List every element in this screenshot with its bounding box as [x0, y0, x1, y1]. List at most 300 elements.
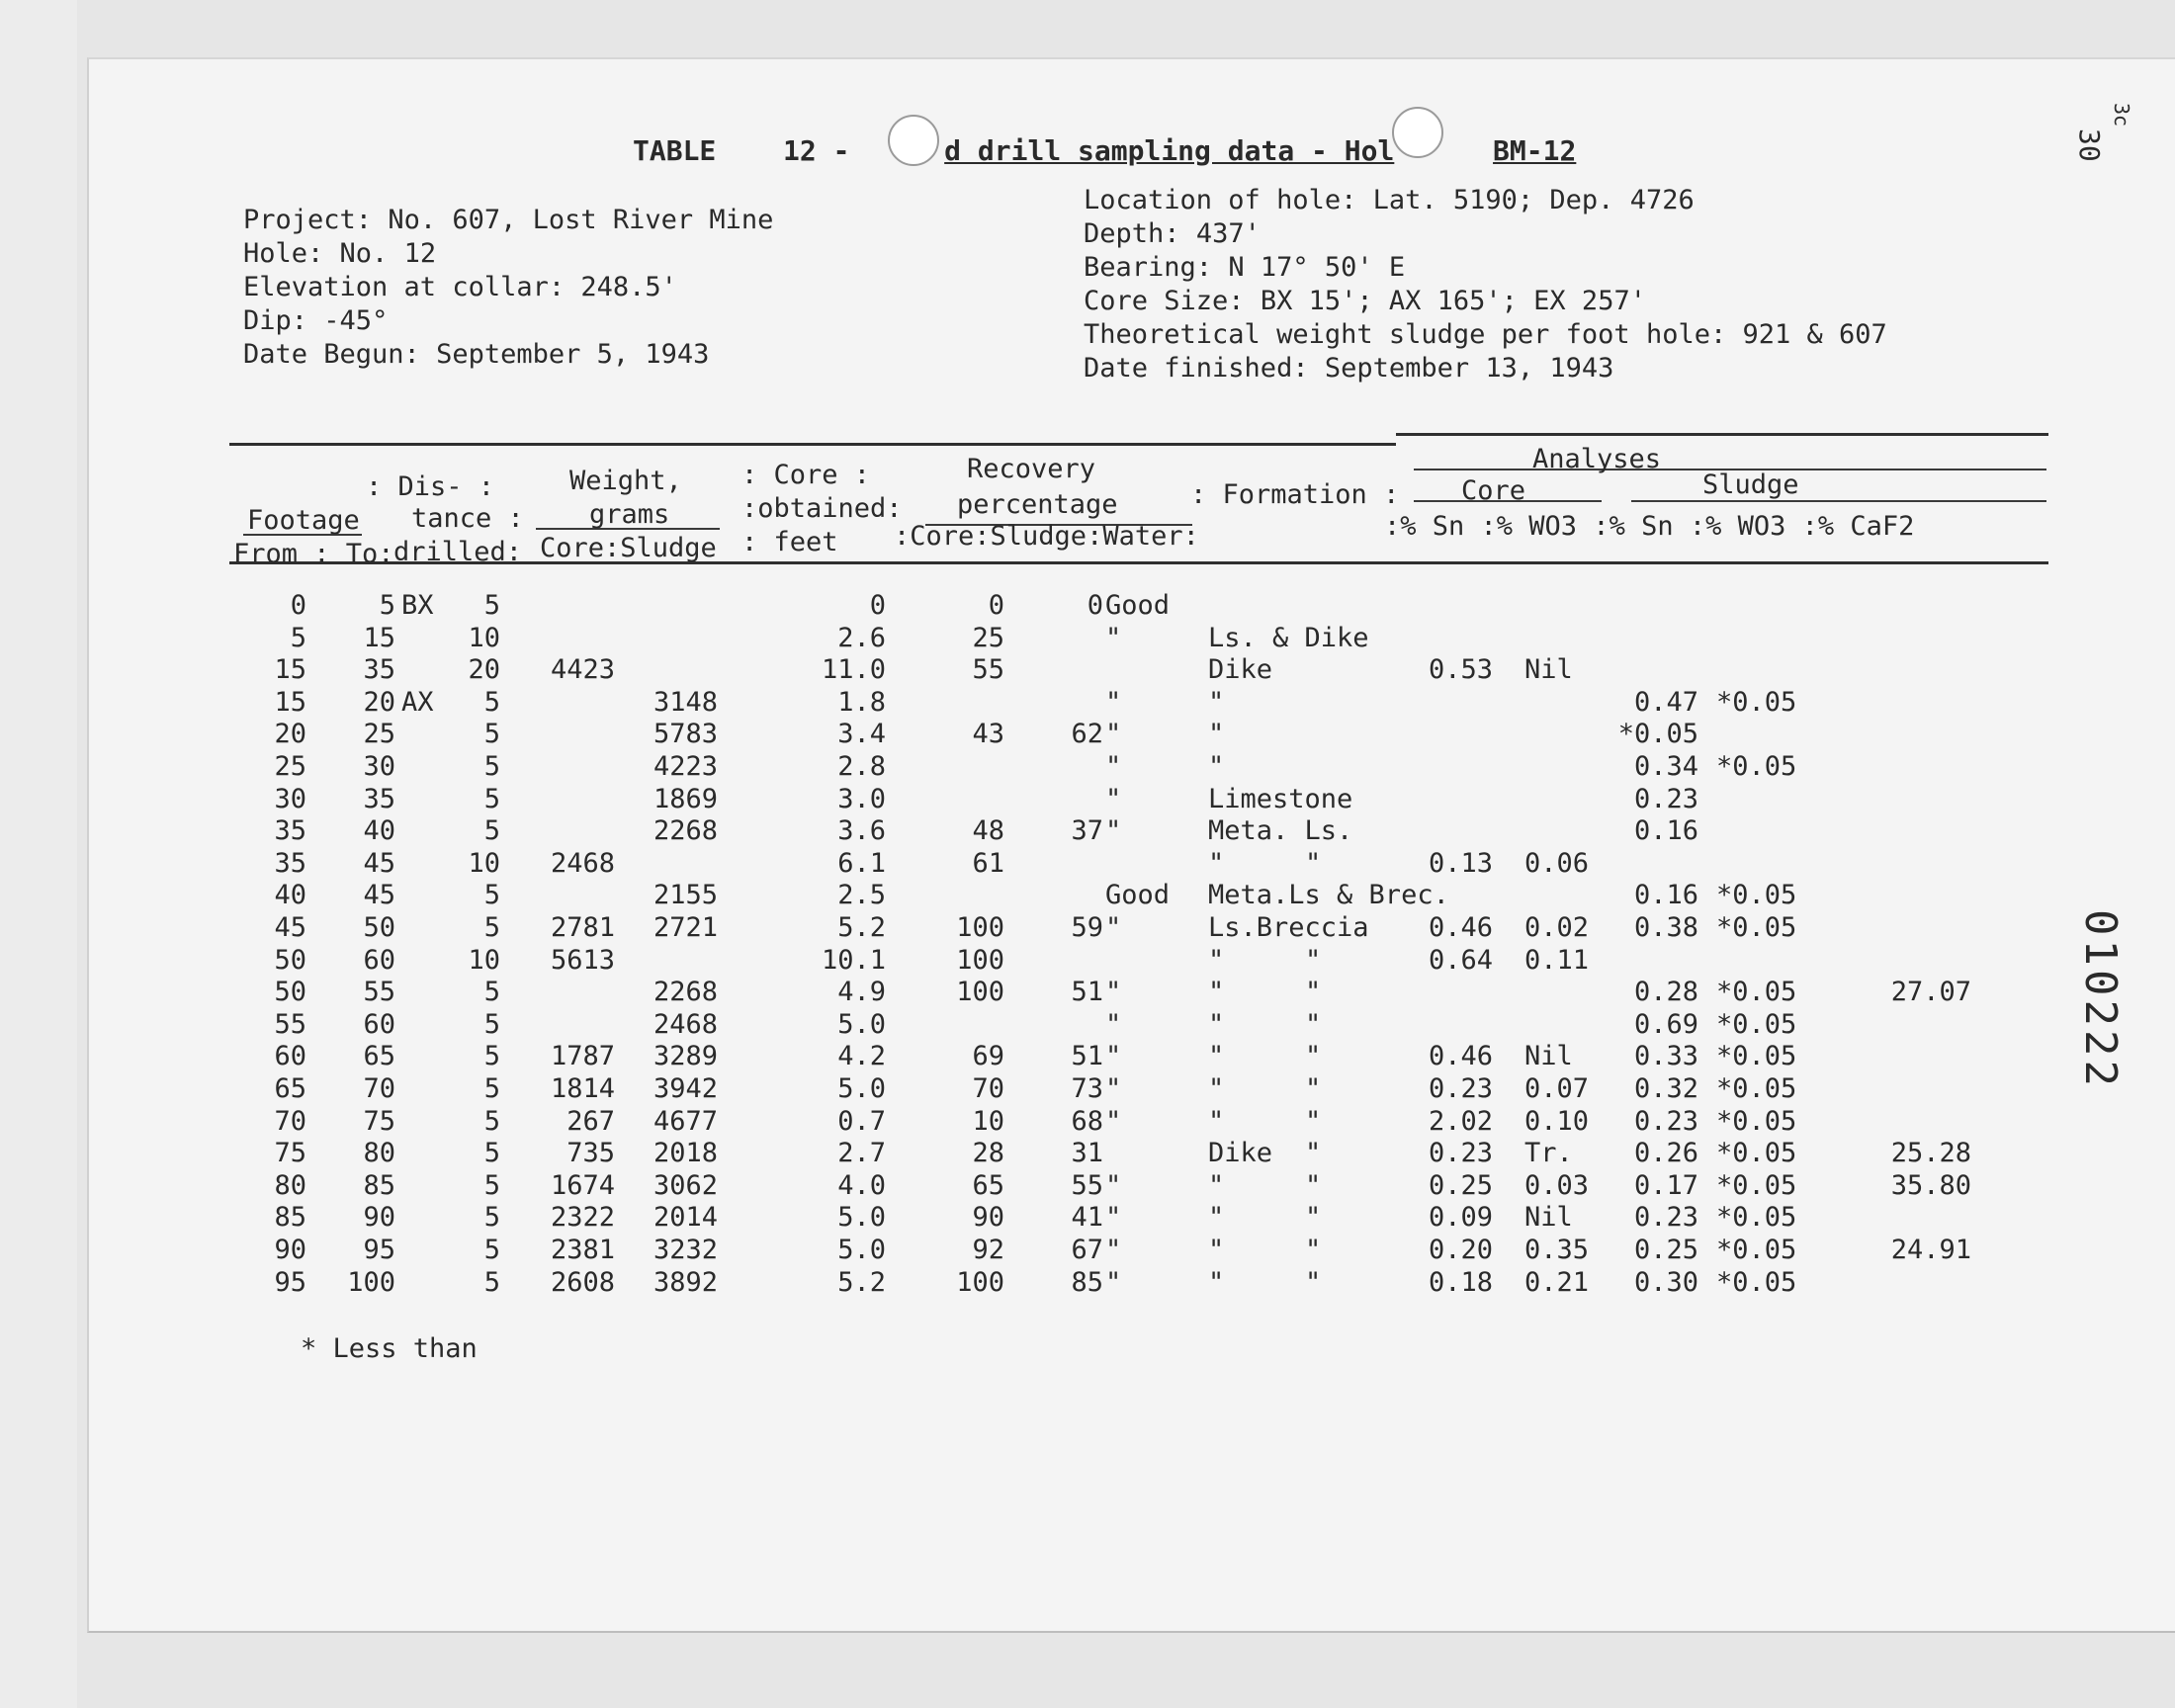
cell-rs: 85 [1071, 1266, 1103, 1298]
cell-core-ft: 2.8 [837, 751, 886, 782]
cell-rs: 51 [1071, 1041, 1103, 1072]
cell-core-ft: 5.0 [837, 1202, 886, 1234]
cell-from: 20 [274, 719, 306, 750]
hdr-feet: : feet [741, 527, 838, 557]
cell-rc: 100 [956, 1266, 1004, 1298]
cell-f1: " [1208, 1008, 1225, 1040]
cell-rw: " [1105, 1105, 1122, 1137]
cell-rc: 10 [972, 1105, 1004, 1137]
cell-f2: " [1305, 1169, 1322, 1201]
cell-core-ft: 4.2 [837, 1041, 886, 1072]
cell-core-ft: 4.0 [837, 1169, 886, 1201]
cell-from: 70 [274, 1105, 306, 1137]
cell-wcore: 1787 [550, 1041, 615, 1072]
cell-dist: 5 [483, 912, 500, 943]
page-mark: 3c [2110, 103, 2133, 128]
cell-core-ft: 3.6 [837, 815, 886, 847]
cell-rw: " [1105, 1169, 1122, 1201]
info-bearing: Bearing: N 17° 50' E [1084, 252, 1406, 283]
cell-from: 30 [274, 783, 306, 814]
cell-f2: " [1305, 1008, 1322, 1040]
cell-swo: *0.05 [1716, 1105, 1797, 1137]
cell-rw: " [1105, 686, 1122, 718]
hdr-from-to: From : To: [233, 539, 394, 569]
cell-rw: " [1105, 815, 1122, 847]
title-table-number: 12 - [783, 134, 850, 167]
cell-to: 70 [363, 1073, 395, 1104]
cell-f2: " [1305, 1235, 1322, 1265]
cell-rs: 0 [1087, 590, 1103, 621]
cell-wcore: 735 [566, 1138, 615, 1169]
cell-to: 40 [363, 815, 395, 847]
cell-core-ft: 2.7 [837, 1138, 886, 1169]
cell-f1: " [1208, 1202, 1225, 1234]
cell-rs: 37 [1071, 815, 1103, 847]
hdr-distance: : Dis- : [366, 471, 495, 502]
cell-dist: 5 [483, 719, 500, 750]
cell-rc: 100 [956, 977, 1004, 1008]
cell-rc: 92 [972, 1235, 1004, 1265]
hdr-percentage: percentage [957, 489, 1118, 520]
index-card [87, 57, 2175, 1633]
cell-core-ft: 3.4 [837, 719, 886, 750]
cell-from: 90 [274, 1235, 306, 1265]
cell-dist: 5 [483, 686, 500, 718]
cell-from: 50 [274, 977, 306, 1008]
cell-cwo: 0.03 [1524, 1169, 1590, 1201]
cell-to: 25 [363, 719, 395, 750]
cell-f1: " [1208, 944, 1225, 976]
cell-core-ft: 0 [869, 590, 886, 621]
info-elevation: Elevation at collar: 248.5' [243, 272, 677, 302]
cell-core-ft: 5.0 [837, 1235, 886, 1265]
footnote: * Less than [301, 1333, 478, 1364]
cell-dist: 5 [483, 1235, 500, 1265]
cell-from: 45 [274, 912, 306, 943]
title-hole-number: BM-12 [1493, 134, 1577, 167]
cell-cwo: 0.02 [1524, 912, 1590, 943]
cell-f2: " [1305, 944, 1322, 976]
cell-cwo: 0.35 [1524, 1235, 1590, 1265]
cell-swo: *0.05 [1716, 1235, 1797, 1265]
cell-ssn: 0.23 [1633, 1202, 1698, 1234]
cell-cwo: Nil [1524, 654, 1573, 686]
cell-rw: " [1105, 783, 1122, 814]
cell-rs: 31 [1071, 1138, 1103, 1169]
cell-rc: 100 [956, 912, 1004, 943]
info-core-size: Core Size: BX 15'; AX 165'; EX 257' [1084, 286, 1646, 316]
cell-swo: *0.05 [1716, 1008, 1797, 1040]
cell-scaf: 27.07 [1890, 977, 1971, 1008]
cell-rs: 68 [1071, 1105, 1103, 1137]
cell-wsludge: 3232 [652, 1235, 718, 1265]
cell-scaf: 24.91 [1890, 1235, 1971, 1265]
cell-dist: 5 [483, 1041, 500, 1072]
cell-rs: 51 [1071, 977, 1103, 1008]
cell-ssn: 0.26 [1633, 1138, 1698, 1169]
cell-size: BX [401, 590, 434, 621]
cell-cwo: 0.21 [1524, 1266, 1590, 1298]
cell-core-ft: 3.0 [837, 783, 886, 814]
cell-cwo: Nil [1524, 1041, 1573, 1072]
cell-core-ft: 5.0 [837, 1073, 886, 1104]
table-title [633, 136, 1576, 166]
cell-core-ft: 5.0 [837, 1008, 886, 1040]
hdr-core: : Core : [741, 460, 871, 490]
cell-ssn: 0.34 [1633, 751, 1698, 782]
cell-to: 85 [363, 1169, 395, 1201]
cell-wsludge: 2018 [652, 1138, 718, 1169]
cell-ssn: 0.38 [1633, 912, 1698, 943]
cell-to: 45 [363, 847, 395, 879]
hdr-obtained: :obtained: [741, 493, 903, 524]
cell-wsludge: 4223 [652, 751, 718, 782]
cell-cwo: Tr. [1524, 1138, 1573, 1169]
cell-from: 15 [274, 654, 306, 686]
cell-wsludge: 5783 [652, 719, 718, 750]
cell-rs: 73 [1071, 1073, 1103, 1104]
cell-f1: " [1208, 847, 1225, 879]
cell-core-ft: 2.6 [837, 622, 886, 653]
cell-wsludge: 2268 [652, 977, 718, 1008]
hdr-drilled: drilled: [393, 537, 523, 567]
cell-swo: *0.05 [1716, 1138, 1797, 1169]
cell-rs: 59 [1071, 912, 1103, 943]
cell-from: 15 [274, 686, 306, 718]
cell-csn: 0.53 [1428, 654, 1493, 686]
cell-ssn: 0.23 [1633, 1105, 1698, 1137]
cell-dist: 5 [483, 1105, 500, 1137]
cell-to: 5 [379, 590, 395, 621]
info-location: Location of hole: Lat. 5190; Dep. 4726 [1084, 185, 1695, 215]
cell-core-ft: 0.7 [837, 1105, 886, 1137]
cell-ssn: 0.30 [1633, 1266, 1698, 1298]
info-hole: Hole: No. 12 [243, 238, 437, 269]
cell-to: 35 [363, 654, 395, 686]
cell-f1: " [1208, 751, 1225, 782]
info-dip: Dip: -45° [243, 305, 389, 336]
cell-f2: " [1305, 1266, 1322, 1298]
cell-wsludge: 3148 [652, 686, 718, 718]
cell-f1: Meta. Ls. [1208, 815, 1353, 847]
cell-wsludge: 3062 [652, 1169, 718, 1201]
hdr-weight: Weight, [569, 466, 682, 496]
cell-rs: 55 [1071, 1169, 1103, 1201]
cell-rc: 55 [972, 654, 1004, 686]
cell-csn: 0.46 [1428, 912, 1493, 943]
cell-csn: 0.64 [1428, 944, 1493, 976]
cell-f1: " [1208, 686, 1225, 718]
cell-swo: *0.05 [1716, 1073, 1797, 1104]
cell-ssn: 0.28 [1633, 977, 1698, 1008]
cell-rw: " [1105, 1008, 1122, 1040]
cell-f1: " [1208, 1073, 1225, 1104]
cell-ssn: *0.05 [1617, 719, 1698, 750]
cell-f1: " [1208, 1105, 1225, 1137]
cell-wcore: 4423 [550, 654, 615, 686]
cell-to: 80 [363, 1138, 395, 1169]
cell-cwo: 0.07 [1524, 1073, 1590, 1104]
cell-dist: 5 [483, 977, 500, 1008]
cell-size: AX [401, 686, 434, 718]
cell-to: 65 [363, 1041, 395, 1072]
cell-rw: " [1105, 1073, 1122, 1104]
cell-dist: 5 [483, 590, 500, 621]
cell-csn: 0.25 [1428, 1169, 1493, 1201]
hdr-recovery: Recovery [967, 454, 1096, 484]
cell-rc: 25 [972, 622, 1004, 653]
cell-ssn: 0.47 [1633, 686, 1698, 718]
cell-wsludge: 2721 [652, 912, 718, 943]
cell-core-ft: 1.8 [837, 686, 886, 718]
cell-dist: 5 [483, 815, 500, 847]
cell-rc: 28 [972, 1138, 1004, 1169]
cell-f1: Dike [1208, 1138, 1273, 1169]
cell-ssn: 0.16 [1633, 880, 1698, 911]
cell-ssn: 0.17 [1633, 1169, 1698, 1201]
cell-swo: *0.05 [1716, 1169, 1797, 1201]
cell-to: 100 [347, 1266, 395, 1298]
hdr-analyses: Analyses [1532, 444, 1662, 474]
cell-f1: " [1208, 977, 1225, 1008]
cell-core-ft: 2.5 [837, 880, 886, 911]
cell-wcore: 1674 [550, 1169, 615, 1201]
cell-wcore: 2781 [550, 912, 615, 943]
cell-csn: 0.09 [1428, 1202, 1493, 1234]
cell-f2: " [1305, 1073, 1322, 1104]
cell-ssn: 0.16 [1633, 815, 1698, 847]
cell-swo: *0.05 [1716, 1041, 1797, 1072]
cell-from: 25 [274, 751, 306, 782]
cell-cwo: 0.06 [1524, 847, 1590, 879]
cell-f1: " [1208, 1266, 1225, 1298]
cell-rc: 69 [972, 1041, 1004, 1072]
cell-rw: " [1105, 1235, 1122, 1265]
cell-to: 30 [363, 751, 395, 782]
cell-rc: 61 [972, 847, 1004, 879]
info-project: Project: No. 607, Lost River Mine [243, 205, 774, 235]
cell-swo: *0.05 [1716, 912, 1797, 943]
cell-to: 75 [363, 1105, 395, 1137]
cell-csn: 0.46 [1428, 1041, 1493, 1072]
cell-ssn: 0.32 [1633, 1073, 1698, 1104]
cell-swo: *0.05 [1716, 751, 1797, 782]
hdr-analyses-columns: :% Sn :% WO3 :% Sn :% WO3 :% CaF2 [1384, 511, 1915, 542]
cell-rw: " [1105, 977, 1122, 1008]
header-top-rule-right [1396, 433, 2048, 436]
cell-wsludge: 2014 [652, 1202, 718, 1234]
page-number: 30 [2073, 128, 2106, 162]
cell-rw: " [1105, 751, 1122, 782]
cell-ssn: 0.23 [1633, 783, 1698, 814]
cell-rs: 67 [1071, 1235, 1103, 1265]
cell-wsludge: 1869 [652, 783, 718, 814]
cell-scaf: 25.28 [1890, 1138, 1971, 1169]
cell-rw: " [1105, 912, 1122, 943]
cell-wcore: 5613 [550, 944, 615, 976]
scan-margin [0, 0, 77, 1708]
cell-to: 95 [363, 1235, 395, 1265]
cell-core-ft: 11.0 [821, 654, 886, 686]
cell-ssn: 0.33 [1633, 1041, 1698, 1072]
cell-ssn: 0.25 [1633, 1235, 1698, 1265]
cell-wcore: 267 [566, 1105, 615, 1137]
cell-rw: " [1105, 1041, 1122, 1072]
hdr-core-sludge-water: :Core:Sludge:Water: [894, 521, 1199, 552]
cell-wsludge: 4677 [652, 1105, 718, 1137]
cell-from: 50 [274, 944, 306, 976]
cell-dist: 5 [483, 1073, 500, 1104]
cell-rc: 0 [988, 590, 1004, 621]
info-date-begun: Date Begun: September 5, 1943 [243, 339, 710, 370]
cell-cwo: 0.11 [1524, 944, 1590, 976]
cell-wcore: 2381 [550, 1235, 615, 1265]
hdr-analyses-core: Core [1461, 475, 1526, 506]
cell-rw: " [1105, 1202, 1122, 1234]
cell-dist: 5 [483, 783, 500, 814]
cell-rw: Good [1105, 880, 1171, 911]
cell-to: 60 [363, 1008, 395, 1040]
cell-from: 85 [274, 1202, 306, 1234]
cell-from: 35 [274, 847, 306, 879]
cell-core-ft: 10.1 [821, 944, 886, 976]
cell-rs: 41 [1071, 1202, 1103, 1234]
cell-rw: Good [1105, 590, 1171, 621]
cell-to: 50 [363, 912, 395, 943]
info-depth: Depth: 437' [1084, 218, 1261, 249]
cell-f1: " [1208, 1169, 1225, 1201]
info-date-finished: Date finished: September 13, 1943 [1084, 353, 1614, 384]
cell-swo: *0.05 [1716, 1202, 1797, 1234]
cell-wsludge: 2268 [652, 815, 718, 847]
cell-rc: 65 [972, 1169, 1004, 1201]
cell-cwo: 0.10 [1524, 1105, 1590, 1137]
hdr-formation: : Formation : [1190, 479, 1400, 510]
cell-f1: Dike [1208, 654, 1273, 686]
cell-from: 0 [290, 590, 306, 621]
cell-from: 40 [274, 880, 306, 911]
cell-from: 5 [290, 622, 306, 653]
header-top-rule-left [229, 443, 1396, 446]
cell-f2: " [1305, 1202, 1322, 1234]
hdr-analyses-sludge: Sludge [1702, 470, 1799, 500]
cell-from: 65 [274, 1073, 306, 1104]
cell-wsludge: 3892 [652, 1266, 718, 1298]
hdr-grams: grams [589, 499, 670, 530]
cell-wsludge: 2155 [652, 880, 718, 911]
cell-from: 55 [274, 1008, 306, 1040]
cell-f1: " [1208, 1235, 1225, 1265]
cell-from: 80 [274, 1169, 306, 1201]
cell-rc: 90 [972, 1202, 1004, 1234]
cell-dist: 5 [483, 1266, 500, 1298]
cell-f1: Meta.Ls & Brec. [1208, 880, 1449, 911]
cell-swo: *0.05 [1716, 977, 1797, 1008]
cell-to: 55 [363, 977, 395, 1008]
cell-f2: " [1305, 1041, 1322, 1072]
cell-f2: " [1305, 1105, 1322, 1137]
hdr-core-sludge: Core:Sludge [540, 533, 717, 563]
cell-from: 75 [274, 1138, 306, 1169]
cell-core-ft: 4.9 [837, 977, 886, 1008]
cell-rc: 70 [972, 1073, 1004, 1104]
cell-f1: Limestone [1208, 783, 1353, 814]
cell-wcore: 2468 [550, 847, 615, 879]
cell-to: 60 [363, 944, 395, 976]
cell-dist: 5 [483, 880, 500, 911]
cell-wcore: 2322 [550, 1202, 615, 1234]
hdr-tance: tance : [411, 503, 524, 534]
cell-to: 45 [363, 880, 395, 911]
cell-f2: " [1305, 847, 1322, 879]
hdr-footage: Footage [247, 505, 360, 536]
cell-csn: 0.18 [1428, 1266, 1493, 1298]
cell-core-ft: 6.1 [837, 847, 886, 879]
cell-to: 90 [363, 1202, 395, 1234]
cell-csn: 0.23 [1428, 1073, 1493, 1104]
cell-rs: 62 [1071, 719, 1103, 750]
cell-csn: 2.02 [1428, 1105, 1493, 1137]
cell-from: 95 [274, 1266, 306, 1298]
cell-wsludge: 3289 [652, 1041, 718, 1072]
cell-rc: 43 [972, 719, 1004, 750]
cell-rw: " [1105, 1266, 1122, 1298]
cell-to: 20 [363, 686, 395, 718]
cell-dist: 10 [468, 944, 500, 976]
document-number: 010222 [2075, 909, 2126, 1090]
cell-dist: 5 [483, 1169, 500, 1201]
cell-f1: Ls. & Dike [1208, 622, 1369, 653]
cell-f2: " [1305, 1138, 1322, 1169]
cell-from: 60 [274, 1041, 306, 1072]
cell-core-ft: 5.2 [837, 1266, 886, 1298]
cell-dist: 5 [483, 1008, 500, 1040]
cell-dist: 20 [468, 654, 500, 686]
cell-f2: " [1305, 977, 1322, 1008]
cell-dist: 5 [483, 1138, 500, 1169]
cell-wsludge: 3942 [652, 1073, 718, 1104]
cell-to: 15 [363, 622, 395, 653]
cell-wcore: 2608 [550, 1266, 615, 1298]
cell-f1: " [1208, 719, 1225, 750]
cell-csn: 0.20 [1428, 1235, 1493, 1265]
cell-scaf: 35.80 [1890, 1169, 1971, 1201]
cell-swo: *0.05 [1716, 1266, 1797, 1298]
cell-f1: " [1208, 1041, 1225, 1072]
cell-wcore: 1814 [550, 1073, 615, 1104]
cell-core-ft: 5.2 [837, 912, 886, 943]
info-theoretical-weight: Theoretical weight sludge per foot hole: 921 & 607 [1084, 319, 1887, 350]
cell-ssn: 0.69 [1633, 1008, 1698, 1040]
cell-rw: " [1105, 719, 1122, 750]
cell-swo: *0.05 [1716, 880, 1797, 911]
cell-cwo: Nil [1524, 1202, 1573, 1234]
cell-dist: 5 [483, 751, 500, 782]
cell-csn: 0.23 [1428, 1138, 1493, 1169]
cell-rc: 100 [956, 944, 1004, 976]
cell-f1: Ls.Breccia [1208, 912, 1369, 943]
cell-rw: " [1105, 622, 1122, 653]
cell-swo: *0.05 [1716, 686, 1797, 718]
cell-to: 35 [363, 783, 395, 814]
cell-rc: 48 [972, 815, 1004, 847]
title-description: d drill sampling data - Hol [944, 134, 1395, 167]
cell-from: 35 [274, 815, 306, 847]
cell-dist: 10 [468, 622, 500, 653]
cell-wsludge: 2468 [652, 1008, 718, 1040]
cell-csn: 0.13 [1428, 847, 1493, 879]
cell-dist: 5 [483, 1202, 500, 1234]
